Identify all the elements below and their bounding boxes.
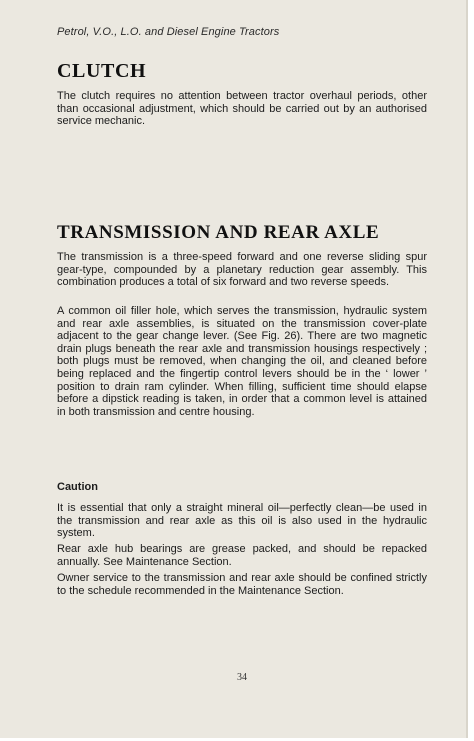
caution-heading: Caution bbox=[57, 481, 98, 493]
caution-paragraph-3: Owner service to the transmission and rear axle should be confined strictly to the schedule recommended in the Maintenance Section. bbox=[57, 572, 427, 597]
caution-paragraph-2: Rear axle hub bearings are grease packed, and should be repacked annually. See Maintenance Section. bbox=[57, 543, 427, 568]
running-header: Petrol, V.O., L.O. and Diesel Engine Tractors bbox=[57, 26, 280, 38]
caution-paragraph-1: It is essential that only a straight mineral oil—perfectly clean—be used in the transmission and rear axle as this oil is also used in the hydraulic system. bbox=[57, 502, 427, 540]
transmission-paragraph-1: The transmission is a three-speed forward and one reverse sliding spur gear-type, compounded by a planetary reduction gear assembly. This combination produces a total of six forward and two reverse speeds. bbox=[57, 251, 427, 289]
clutch-heading: CLUTCH bbox=[57, 60, 147, 82]
page-number: 34 bbox=[237, 672, 247, 683]
transmission-paragraph-2: A common oil filler hole, which serves the transmission, hydraulic system and rear axle assemblies, is situated on the transmission cover-plate adjacent to the gear change lever. (See Fig. 26). There are two magnetic drain plugs beneath the rear axle and transmission housings respectively ; both plugs must be removed, when changing the oil, and cleaned before being replaced and the fingertip control levers should be in the ‘ lower ’ position to drain ram cylinder. When filling, sufficient time should elapse before a dipstick reading is taken, in order that a common level is attained in both transmission and centre housing. bbox=[57, 305, 427, 418]
clutch-paragraph: The clutch requires no attention between tractor overhaul periods, other than occasional adjustment, which should be carried out by an authorised service mechanic. bbox=[57, 90, 427, 128]
transmission-heading: TRANSMISSION AND REAR AXLE bbox=[57, 222, 380, 243]
